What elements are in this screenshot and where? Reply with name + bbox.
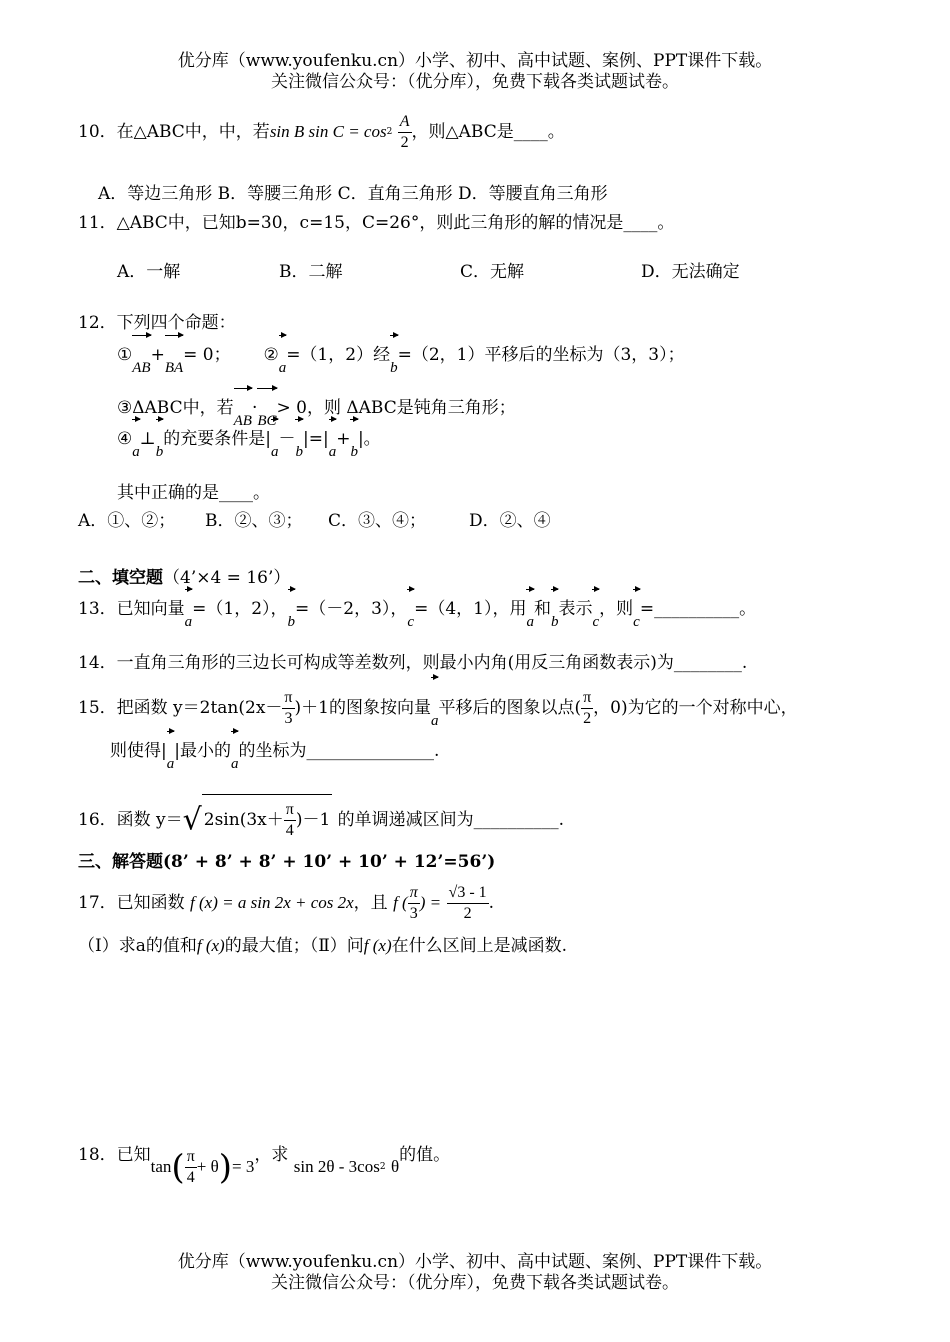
q17-frac-num: π [408, 883, 420, 904]
q16-p1: 16．函数 y＝ [78, 810, 183, 830]
q12-p2-vec-a: a [278, 360, 287, 376]
q15-frac-num: π [282, 688, 294, 709]
q17-value-den: 2 [463, 905, 472, 922]
q12-p4-plus: + [336, 429, 351, 449]
q12-p2-end: =（2，1）平移后的坐标为（3，3）； [397, 345, 685, 365]
q12-p3-vec-bc: BC [257, 413, 277, 429]
q12-proposition-4 [117, 428, 381, 460]
q13-p8: =__________。 [639, 599, 757, 619]
q17-l2b: 的最大值；（Ⅱ）问 [224, 936, 364, 956]
q15-frac2-num: π [581, 688, 593, 709]
section-2-score: （4’×4 = 16’） [163, 568, 291, 588]
q17-frac-pi-3 [408, 883, 420, 924]
q12-proposition-1-2 [117, 344, 685, 376]
q12-p4-vec-b: b [155, 444, 164, 460]
q17-p2: ，且 [353, 893, 388, 913]
section-2-heading [78, 567, 290, 589]
q18-exp: 2 [379, 1162, 386, 1172]
q15-p2: )＋1的图象按向量 [294, 698, 431, 718]
q12-p2-mid: =（1，2）经 [286, 345, 391, 365]
q13-p2: =（1，2）， [192, 599, 288, 619]
q12-option-b: B．②、③； [205, 511, 303, 531]
q15-l2c: 的坐标为_______________. [238, 741, 440, 761]
q15-l2b: |最小的 [174, 741, 231, 761]
q10-suffix: ，则△ABC是____。 [411, 122, 565, 142]
q12-proposition-3 [117, 397, 516, 429]
q17-l2a: （Ⅰ）求a的值和 [78, 936, 197, 956]
q17-frac-value [447, 883, 489, 924]
q10-frac-num: A [398, 112, 412, 133]
q12-p3-dot: · [251, 398, 258, 418]
q18-plus-theta: + θ [196, 1157, 219, 1176]
q15-vec-a3: a [230, 756, 239, 772]
q12-option-c: C．③、④； [328, 511, 427, 531]
question-15-line-2 [110, 740, 440, 772]
q11-option-c: C．无解 [460, 262, 525, 282]
q12-p1-vec-ab: AB [132, 360, 151, 376]
q10-formula: sin B sin C = cos [269, 122, 387, 141]
question-11: 11．△ABC中，已知b=30，c=15，C=26°，则此三角形的解的情况是____。 [78, 213, 675, 233]
q12-which: 其中正确的是____。 [117, 483, 270, 503]
question-17-line-1 [78, 880, 494, 926]
q15-frac-den: 3 [284, 710, 293, 727]
q17-f3: ) = [419, 893, 442, 912]
question-13 [78, 598, 757, 630]
q13-vec-b: b [287, 614, 296, 630]
question-12-title: 12．下列四个命题： [78, 313, 236, 333]
q16-frac-den: 4 [285, 822, 294, 839]
question-17-line-2 [78, 935, 567, 957]
question-15-line-1 [78, 686, 798, 731]
q18-p2: ，求 [254, 1145, 289, 1165]
section-3-heading [78, 851, 495, 873]
q10-options: A．等边三角形 B．等腰三角形 C．直角三角形 D．等腰直角三角形 [98, 184, 608, 204]
q12-option-d: D．②、④ [469, 511, 551, 531]
q16-root-b: )－1 [295, 810, 331, 830]
q18-p1: 18．已知 [78, 1145, 151, 1165]
q16-frac-pi-4 [284, 800, 296, 841]
q17-f2: f ( [393, 893, 408, 912]
q18-right-paren: ) [218, 1147, 233, 1188]
q13-vec-b2: b [550, 614, 559, 630]
q12-p1-plus: + [150, 345, 165, 365]
q12-p4-vec-a: a [132, 444, 140, 460]
question-16 [78, 794, 564, 846]
q15-p1: 15．把函数 y＝2tan(2x－ [78, 698, 283, 718]
q16-root-a: 2sin(3x＋ [203, 810, 284, 830]
q12-p4-eq: |=| [302, 429, 329, 449]
q18-frac-pi-4 [185, 1147, 197, 1188]
q13-vec-c3: c [633, 614, 640, 630]
question-14: 14．一直角三角形的三边长可构成等差数列，则最小内角(用反三角函数表示)为________. [78, 653, 748, 673]
q17-fx2: f (x) [363, 936, 392, 955]
q12-p3-end: > 0，则 ΔABC是钝角三角形； [276, 398, 516, 418]
q15-frac-pi-2 [581, 688, 593, 729]
q17-p1: 17．已知函数 [78, 893, 185, 913]
q16-p2: 的单调递减区间为__________. [337, 810, 565, 830]
section-3-title: 三、解答题 [78, 852, 163, 872]
q12-p4-minus: － [278, 429, 296, 449]
q12-p4-end: |。 [357, 429, 381, 449]
q13-p4: =（4，1），用 [414, 599, 527, 619]
q11-option-d: D．无法确定 [641, 262, 740, 282]
q10-prefix: 10．在△ABC中，中，若 [78, 122, 270, 142]
q13-vec-a: a [184, 614, 193, 630]
question-18 [78, 1140, 450, 1195]
q15-vec-a: a [430, 713, 439, 729]
q12-p3-vec-ab: AB [233, 413, 252, 429]
q17-frac-den: 3 [409, 905, 418, 922]
q12-p1-vec-ba: BA [164, 360, 184, 376]
q12-option-a: A．①、②； [78, 511, 176, 531]
q12-p1-end: = 0； [183, 345, 231, 365]
q13-p5: 和 [533, 599, 551, 619]
section-3-score: (8’ + 8’ + 8’ + 10’ + 10’ + 12’=56’) [163, 852, 496, 872]
q15-frac2-den: 2 [583, 710, 592, 727]
q12-p4-vec-b3: b [350, 444, 358, 460]
q12-p2-mark: ② [263, 345, 279, 365]
q13-p3: =（－2，3）， [295, 599, 408, 619]
q12-p4-mid: 的充要条件是| [163, 429, 271, 449]
q15-vec-a2: a [166, 756, 175, 772]
q13-p6: 表示 [558, 599, 593, 619]
q12-p4-vec-a2: a [270, 444, 279, 460]
q15-p4: ，0)为它的一个对称中心， [593, 698, 798, 718]
q18-eq: = 3 [232, 1157, 255, 1176]
q16-radicand [202, 794, 333, 845]
q17-dot: . [488, 893, 495, 913]
q15-l2a: 则使得| [110, 741, 167, 761]
q12-p3-text: ③ΔABC中，若 [117, 398, 234, 418]
q12-p4-mark: ④ [117, 429, 133, 449]
q16-radical-icon: √ [182, 802, 202, 838]
footer-line-2: 关注微信公众号：（优分库），免费下载各类试题试卷。 [271, 1273, 679, 1293]
q17-value-num: √3 - 1 [447, 883, 489, 904]
q15-p3: 平移后的图象以点( [438, 698, 582, 718]
question-10 [78, 108, 565, 156]
header-line-1: 优分库（www.youfenku.cn）小学、初中、高中试题、案例、PPT课件下载。 [177, 51, 773, 71]
q12-p4-vec-a3: a [328, 444, 337, 460]
q11-option-b: B．二解 [279, 262, 343, 282]
q12-p2-vec-b: b [390, 360, 398, 376]
q18-tan: tan [150, 1157, 172, 1176]
q10-fraction [398, 112, 412, 153]
q13-vec-a2: a [526, 614, 534, 630]
footer-line-1: 优分库（www.youfenku.cn）小学、初中、高中试题、案例、PPT课件下载。 [177, 1252, 773, 1272]
q15-frac-pi-3 [282, 688, 294, 729]
q13-vec-c2: c [592, 614, 600, 630]
q10-exponent: 2 [386, 127, 393, 137]
q18-p3: 的值。 [399, 1145, 451, 1165]
q12-p4-perp: ⊥ [139, 429, 156, 449]
q13-p7: ，则 [599, 599, 634, 619]
q16-frac-num: π [284, 800, 296, 821]
q18-frac-num: π [185, 1147, 197, 1168]
header-line-2: 关注微信公众号：（优分库），免费下载各类试题试卷。 [271, 72, 679, 92]
q13-vec-c: c [407, 614, 415, 630]
q18-expr: sin 2θ - 3cos [293, 1157, 380, 1176]
q18-frac-den: 4 [186, 1169, 195, 1186]
q12-p1-mark: ① [117, 345, 133, 365]
q17-l2c: 在什么区间上是减函数. [391, 936, 568, 956]
q17-function: f (x) = a sin 2x + cos 2x [190, 893, 354, 912]
q13-p1: 13．已知向量 [78, 599, 185, 619]
q17-fx: f (x) [196, 936, 225, 955]
section-2-title: 二、填空题 [78, 568, 163, 588]
q12-p4-vec-b2: b [295, 444, 303, 460]
q10-frac-den: 2 [400, 134, 409, 151]
q18-theta: θ [390, 1157, 400, 1176]
q11-option-a: A．一解 [117, 262, 181, 282]
q18-left-paren: ( [171, 1147, 185, 1188]
